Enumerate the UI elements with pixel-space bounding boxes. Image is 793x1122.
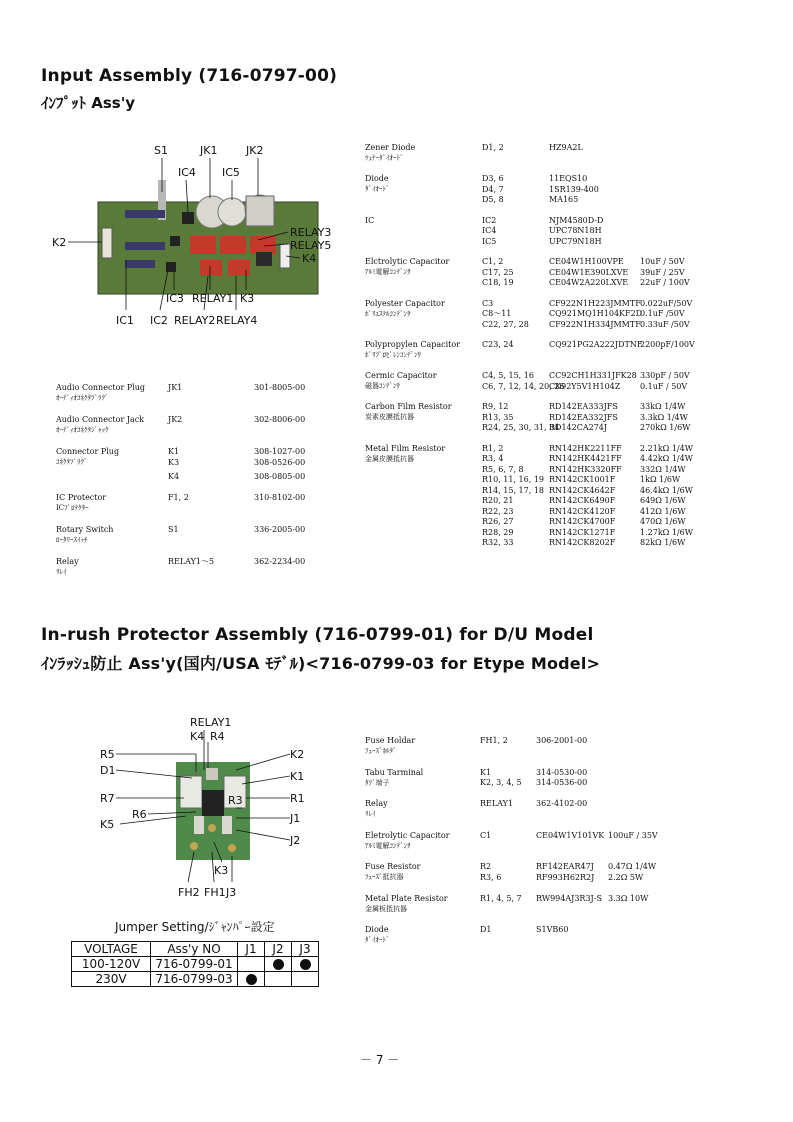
- table-cell: RD142EA333JFS: [549, 402, 618, 411]
- part-name: Fuse Resistor: [365, 862, 421, 871]
- table-cell: R26, 27: [482, 517, 514, 526]
- table-cell: RN142HK3320FF: [549, 464, 622, 474]
- table-cell: 3.3kΩ 1/4W: [640, 412, 688, 422]
- table-cell: IC4: [482, 226, 497, 235]
- part-name-jp: ﾌｭｰｽﾞ抵抗器: [365, 873, 404, 881]
- part-name-jp: ｵｰﾃﾞｨｵｺﾈｸﾀｼﾞｬｯｸ: [56, 426, 109, 434]
- board-label: FH1: [204, 886, 226, 899]
- table-cell: R1, 2: [482, 443, 504, 453]
- part-name: Diode: [365, 925, 389, 934]
- table-cell: 308-0805-00: [254, 472, 306, 481]
- jumper-cell: [238, 957, 265, 972]
- part-name-jp: ﾎﾟﾘﾌﾟﾛﾋﾟﾚﾝｺﾝﾃﾞﾝｻ: [365, 351, 421, 359]
- part-name-jp: ﾂｪﾅｰﾀﾞｲｵｰﾄﾞ: [365, 154, 404, 162]
- table-row: [72, 942, 319, 957]
- table-cell: R3, 4: [482, 454, 504, 463]
- table-cell: CF922N1H223JMMTF: [549, 298, 641, 308]
- part-name: Eletrolytic Capacitor: [365, 830, 450, 840]
- table-cell: 1.27kΩ 1/6W: [640, 527, 693, 537]
- table-cell: RN142HK4421FF: [549, 454, 622, 463]
- part-name-jp: ﾘﾚｲ: [365, 810, 376, 818]
- table-cell: IC2: [482, 215, 497, 225]
- table-cell: C17, 25: [482, 267, 514, 277]
- table-cell: R10, 11, 16, 19: [482, 475, 544, 484]
- board-label: S1: [154, 144, 168, 157]
- part-name-jp: ｵｰﾃﾞｨｵｺﾈｸﾀﾌﾟﾗｸﾞ: [56, 394, 109, 402]
- table-cell: 33kΩ 1/4W: [640, 402, 686, 411]
- board-label: K3: [240, 292, 255, 305]
- part-name: Relay: [56, 557, 79, 566]
- part-name: Polypropylen Capacitor: [365, 340, 461, 349]
- part-name: Audio Connector Jack: [56, 415, 145, 424]
- board-label: IC3: [166, 292, 184, 305]
- table-cell: 0.33uF /50V: [640, 319, 690, 329]
- table-cell: CK92Y5V1H104Z: [549, 381, 621, 391]
- jumper-setting-title: Jumper Setting/ｼﾞｬﾝﾊﾟｰ設定: [115, 920, 275, 934]
- table-cell: RF993H62R2J: [536, 872, 595, 882]
- board-label: RELAY4: [216, 314, 258, 327]
- table-cell: R1, 4, 5, 7: [480, 893, 522, 903]
- table-cell: 11EQS10: [549, 174, 588, 183]
- table-cell: CE04W1E390LXVE: [549, 267, 629, 277]
- table-cell: 0.47Ω 1/4W: [608, 862, 657, 871]
- table-cell: 362-2234-00: [254, 557, 306, 566]
- table-cell: FH1, 2: [480, 736, 508, 745]
- table-cell: 0.022uF/50V: [640, 298, 693, 308]
- table-cell: R28, 29: [482, 527, 514, 537]
- part-name-jp: ﾛｰﾀﾘｰｽｲｯﾁ: [56, 536, 88, 544]
- part-name-jp: ﾘﾚｲ: [56, 568, 67, 576]
- board-label: R4: [210, 730, 225, 743]
- board-label: R6: [132, 808, 147, 821]
- board-label: J2: [290, 834, 301, 847]
- table-cell: 330pF / 50V: [640, 371, 690, 380]
- table-cell: 649Ω 1/6W: [640, 496, 686, 505]
- table-cell: R20, 21: [482, 496, 514, 505]
- jumper-cell: [265, 972, 292, 987]
- table-cell: R3, 6: [480, 872, 502, 882]
- part-name-jp: ICﾌﾟﾛﾃｸﾀｰ: [56, 504, 89, 512]
- board-label: R5: [100, 748, 115, 761]
- section1-subtitle: ｲﾝﾌﾟｯﾄ Ass'y: [41, 94, 136, 112]
- table-cell: D1, 2: [482, 143, 504, 152]
- table-cell: R32, 33: [482, 538, 514, 547]
- board-label: J1: [290, 812, 301, 825]
- table-cell: IC5: [482, 236, 497, 246]
- part-name: Polyester Capacitor: [365, 298, 445, 308]
- table-cell: 1kΩ 1/6W: [640, 475, 681, 484]
- table-cell: C1: [480, 830, 492, 840]
- input-board-photo: [50, 140, 350, 340]
- table-cell: C22, 27, 28: [482, 319, 529, 329]
- table-cell: R2: [480, 862, 492, 871]
- jumper-setting-table: [71, 941, 319, 987]
- table-cell: 2.21kΩ 1/4W: [640, 443, 693, 453]
- table-cell: 0.1uF / 50V: [640, 381, 688, 391]
- table-cell: NJM4580D-D: [549, 215, 604, 225]
- table-cell: CF922N1H334JMMTF: [549, 319, 641, 329]
- table-cell: 310-8102-00: [254, 493, 306, 502]
- table-cell: CC92CH1H331JFK28: [549, 371, 637, 380]
- table-cell: 2.2Ω 5W: [608, 872, 644, 882]
- table-cell: 10uF / 50V: [640, 257, 685, 266]
- part-name: Metal Film Resistor: [365, 443, 446, 453]
- jumper-cell: [265, 957, 292, 972]
- table-cell: 412Ω 1/6W: [640, 506, 686, 516]
- table-cell: UPC79N18H: [549, 236, 602, 246]
- board-label: JK1: [200, 144, 218, 157]
- board-label: K1: [290, 770, 305, 783]
- inrush-board-photo: [96, 712, 316, 902]
- table-cell: K1: [480, 767, 492, 777]
- board-label: RELAY1: [190, 716, 232, 729]
- jumper-dot: [300, 959, 311, 970]
- table-cell: C3: [482, 298, 494, 308]
- table-cell: RELAY1～5: [168, 557, 215, 566]
- table-cell: 301-8005-00: [254, 383, 306, 392]
- part-name-jp: ｺﾈｸﾀﾌﾟﾗｸﾞ: [56, 458, 88, 466]
- table-cell: 308-0526-00: [254, 457, 306, 467]
- table-cell: C23, 24: [482, 340, 514, 349]
- table-cell: 314-0530-00: [536, 767, 588, 777]
- table-cell: RN142HK2211FF: [549, 443, 622, 453]
- table-cell: 332Ω 1/4W: [640, 464, 686, 474]
- table-row: [72, 957, 319, 972]
- board-label: K2: [290, 748, 305, 761]
- table-row: [72, 972, 319, 987]
- voltage-cell: 230V: [72, 972, 151, 987]
- part-name: Relay: [365, 799, 388, 808]
- table-cell: R9, 12: [482, 402, 509, 411]
- table-cell: RN142CK1001F: [549, 475, 616, 484]
- part-name: Rotary Switch: [56, 525, 114, 534]
- table-cell: 4.42kΩ 1/4W: [640, 454, 693, 463]
- voltage-cell: 100-120V: [72, 957, 151, 972]
- part-name-jp: 金属板抵抗器: [365, 904, 407, 913]
- table-cell: 1SR139-400: [549, 184, 599, 194]
- table-header-cell: VOLTAGE: [72, 942, 151, 957]
- section1-title: Input Assembly (716-0797-00): [41, 66, 338, 86]
- table-cell: 82kΩ 1/6W: [640, 538, 686, 547]
- table-cell: HZ9A2L: [549, 143, 583, 152]
- board-label: RELAY3: [290, 226, 332, 239]
- board-label: D1: [100, 764, 116, 777]
- part-name-jp: 金属皮膜抵抗器: [365, 454, 414, 463]
- board-label: K4: [302, 252, 317, 265]
- table-header-cell: J1: [238, 942, 265, 957]
- table-cell: RF142EAR47J: [536, 862, 594, 871]
- part-name: Zener Diode: [365, 143, 416, 152]
- table-header-cell: J2: [265, 942, 292, 957]
- part-name: Diode: [365, 174, 389, 183]
- board-label: IC1: [116, 314, 134, 327]
- table-cell: JK1: [168, 383, 183, 392]
- table-header-cell: J3: [292, 942, 319, 957]
- jumper-cell: [238, 972, 265, 987]
- table-cell: CQ921PG2A222JDTNF: [549, 340, 643, 349]
- board-label: R7: [100, 792, 115, 805]
- part-name-jp: 炭素皮膜抵抗器: [365, 413, 414, 421]
- part-name: Elctrolytic Capacitor: [365, 257, 450, 266]
- table-cell: D3, 6: [482, 174, 504, 183]
- part-name: Cermic Capacitor: [365, 371, 437, 380]
- board-label: RELAY1: [192, 292, 234, 305]
- table-cell: 302-8006-00: [254, 415, 306, 424]
- board-label: RELAY2: [174, 314, 216, 327]
- table-cell: RD142EA332JFS: [549, 412, 618, 422]
- part-name-jp: ﾀﾞｲｵｰﾄﾞ: [365, 185, 390, 193]
- table-cell: C6, 7, 12, 14, 20, 26: [482, 381, 565, 391]
- board-label: IC5: [222, 166, 240, 179]
- table-cell: R13, 35: [482, 412, 514, 422]
- part-name-jp: ﾌｭｰｽﾞﾎﾙﾀﾞ: [365, 747, 397, 755]
- table-cell: D1: [480, 925, 492, 934]
- part-name: Fuse Holdar: [365, 736, 416, 745]
- part-name-jp: ﾀﾞｲｵｰﾄﾞ: [365, 936, 390, 944]
- table-cell: R14, 15, 17, 18: [482, 485, 544, 495]
- table-cell: R5, 6, 7, 8: [482, 464, 524, 474]
- table-cell: 39uF / 25V: [640, 267, 685, 277]
- section2-subtitle: ｲﾝﾗｯｼｭ防止 Ass'y(国内/USA ﾓﾃﾞﾙ)<716-0799-03 for Etype Model>: [41, 654, 601, 673]
- table-cell: 470Ω 1/6W: [640, 517, 686, 526]
- table-cell: C1, 2: [482, 257, 504, 266]
- table-cell: D4, 7: [482, 184, 504, 194]
- table-cell: RN142CK1271F: [549, 527, 616, 537]
- part-name-jp: 磁器ｺﾝﾃﾞﾝｻ: [365, 382, 400, 390]
- page-number: － 7 －: [360, 1053, 400, 1067]
- board-label: R1: [290, 792, 305, 805]
- part-name: Metal Plate Resistor: [365, 893, 448, 903]
- board-label: K2: [52, 236, 67, 249]
- table-cell: CE04W1V101VK: [536, 830, 605, 840]
- table-cell: 3.3Ω 10W: [608, 893, 649, 903]
- board-label: K5: [100, 818, 115, 831]
- table-cell: RW994AJ3R3J-S: [536, 893, 602, 903]
- table-header-cell: Ass'y NO: [151, 942, 238, 957]
- part-name: Connector Plug: [56, 447, 120, 456]
- board-label: K3: [214, 864, 229, 877]
- part-name-jp: ﾀﾌﾞ端子: [365, 778, 390, 787]
- table-cell: C4, 5, 15, 16: [482, 371, 534, 380]
- table-cell: RD142CA274J: [549, 423, 608, 432]
- table-cell: RN142CK4642F: [549, 485, 616, 495]
- table-cell: R24, 25, 30, 31, 34: [482, 423, 560, 432]
- table-cell: CE04W1H100VPE: [549, 257, 624, 266]
- table-cell: R22, 23: [482, 506, 514, 516]
- table-cell: RN142CK6490F: [549, 496, 616, 505]
- table-cell: 336-2005-00: [254, 525, 306, 534]
- jumper-cell: [292, 972, 319, 987]
- board-label: IC2: [150, 314, 168, 327]
- table-cell: 46.4kΩ 1/6W: [640, 485, 693, 495]
- section2-title: In-rush Protector Assembly (716-0799-01) for D/U Model: [41, 625, 594, 645]
- part-name: IC Protector: [56, 493, 107, 502]
- table-cell: K2, 3, 4, 5: [480, 778, 522, 787]
- part-name: Tabu Tarminal: [365, 767, 424, 777]
- table-cell: C18, 19: [482, 278, 514, 287]
- table-cell: 22uF / 100V: [640, 278, 690, 287]
- table-cell: 270kΩ 1/6W: [640, 423, 691, 432]
- jumper-cell: [292, 957, 319, 972]
- table-cell: D5, 8: [482, 195, 504, 204]
- assy-cell: 716-0799-03: [151, 972, 238, 987]
- table-cell: C8～11: [482, 309, 512, 318]
- table-cell: 2200pF/100V: [640, 340, 695, 349]
- table-cell: S1VB60: [536, 925, 569, 934]
- board-label: J3: [226, 886, 237, 899]
- table-cell: 308-1027-00: [254, 447, 306, 456]
- assy-cell: 716-0799-01: [151, 957, 238, 972]
- board-label: K4: [190, 730, 205, 743]
- table-cell: JK2: [168, 415, 183, 424]
- table-cell: RN142CK4700F: [549, 517, 616, 526]
- board-label: FH2: [178, 886, 200, 899]
- table-cell: 314-0536-00: [536, 778, 588, 787]
- jumper-dot: [273, 959, 284, 970]
- table-cell: S1: [168, 525, 179, 534]
- jumper-dot: [246, 974, 257, 985]
- part-name: IC: [365, 215, 375, 225]
- board-label: RELAY5: [290, 239, 332, 252]
- table-cell: CQ921MQ1H104KF2D: [549, 309, 643, 318]
- part-name-jp: ｱﾙﾐ電解ｺﾝﾃﾞﾝｻ: [365, 268, 411, 276]
- table-cell: F1, 2: [168, 493, 189, 502]
- table-cell: RN142CK4120F: [549, 506, 616, 516]
- board-label: IC4: [178, 166, 196, 179]
- board-label: R3: [228, 794, 243, 807]
- table-cell: UPC78N18H: [549, 226, 602, 235]
- table-cell: 0.1uF /50V: [640, 309, 685, 318]
- table-cell: MA165: [549, 195, 579, 204]
- table-cell: CE04W2A220LXVE: [549, 278, 629, 287]
- part-name: Audio Connector Plug: [56, 383, 146, 392]
- part-name-jp: ﾎﾟﾘｴｽﾃﾙｺﾝﾃﾞﾝｻ: [365, 309, 411, 318]
- table-cell: 362-4102-00: [536, 799, 588, 808]
- table-cell: 306-2001-00: [536, 736, 588, 745]
- table-cell: RN142CK8202F: [549, 538, 616, 547]
- part-name-jp: ｱﾙﾐ電解ｺﾝﾃﾞﾝｻ: [365, 841, 411, 850]
- table-cell: K3: [168, 457, 180, 467]
- table-cell: K4: [168, 472, 180, 481]
- table-cell: RELAY1: [480, 799, 513, 808]
- part-name: Carbon Film Resistor: [365, 402, 452, 411]
- table-cell: 100uF / 35V: [608, 830, 658, 840]
- board-label: JK2: [246, 144, 264, 157]
- table-cell: K1: [168, 447, 180, 456]
